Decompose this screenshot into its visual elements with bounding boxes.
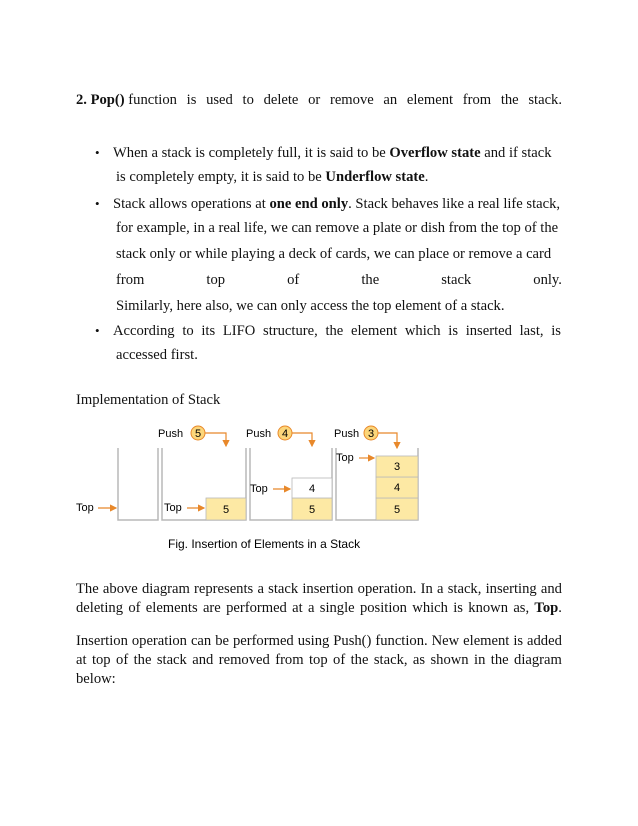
word: stack	[268, 581, 299, 597]
top-label-4: Top	[336, 452, 354, 464]
push-value-2: 4	[281, 428, 289, 440]
word: stack	[156, 652, 187, 668]
word: is	[453, 600, 463, 616]
push-label-2: Push	[246, 428, 272, 440]
bullet-1-line-2	[116, 169, 428, 186]
top-label-empty: Top	[76, 502, 94, 514]
bold-term: one end only	[269, 196, 349, 212]
bullet-2-line-2: for example, in a real life, we can remove a plate or dish from the top of the	[116, 220, 559, 236]
paragraph-1-line-1	[76, 580, 562, 599]
word: insertion	[302, 581, 354, 597]
text-part: When a stack is completely full, it is said to be	[113, 145, 390, 161]
bullet-2-line-3: stack only or while playing a deck of cards, we can place or remove a card	[116, 246, 552, 262]
text-part: .	[424, 169, 429, 185]
word: operation	[131, 633, 187, 649]
bullet-2-line-5: Similarly, here also, we can only access the top element of a stack.	[116, 298, 505, 314]
heading-word: to	[242, 92, 254, 108]
word: LIFO	[222, 323, 256, 339]
word: known	[468, 600, 509, 616]
heading-word: used	[206, 92, 233, 108]
paragraph-1-line-2	[76, 599, 562, 618]
word: stack	[441, 272, 472, 288]
bold-term: Top	[534, 600, 559, 616]
word: operation.	[357, 581, 417, 597]
word: above	[102, 581, 138, 597]
word: removed	[218, 652, 270, 668]
bullet-2-line-1	[113, 196, 560, 213]
word: added	[527, 633, 562, 649]
word: only.	[533, 272, 562, 288]
word: According	[113, 323, 175, 339]
word: stack,	[447, 581, 482, 597]
word: is	[448, 323, 458, 339]
word: the	[490, 652, 509, 668]
word: deleting	[76, 600, 124, 616]
stack-4-cell-2-value: 4	[393, 482, 401, 494]
word: Push()	[333, 633, 372, 649]
word: a	[437, 581, 444, 597]
heading-number: 2.	[76, 92, 91, 108]
word: is	[551, 323, 561, 339]
word: top	[206, 272, 226, 288]
bullet-2-line-4	[116, 272, 562, 289]
paragraph-2-line-3	[76, 670, 562, 689]
word: of	[287, 272, 300, 288]
stack-2-cell-1-value: 5	[222, 504, 230, 516]
word-bold-end	[534, 599, 561, 618]
paragraph-push	[76, 632, 562, 689]
paragraph-insertion	[76, 580, 562, 618]
word: in	[474, 652, 486, 668]
word: stack,	[373, 652, 408, 668]
push-arrow-1	[205, 433, 226, 446]
word: as,	[513, 600, 530, 616]
push-label-1: Push	[158, 428, 184, 440]
stack-4-cell-1-value: 5	[393, 504, 401, 516]
text-part: . Stack behaves like a real life stack,	[348, 196, 561, 212]
word: can	[190, 633, 212, 649]
heading-word: the	[500, 92, 519, 108]
heading-word: is	[186, 92, 197, 108]
stack-4-cell-3-value: 3	[393, 461, 401, 473]
diagram-caption: Fig. Insertion of Elements in a Stack	[168, 537, 361, 551]
stack-3-cell-2-value: 4	[308, 483, 316, 495]
word: The	[76, 581, 99, 597]
word: a	[308, 600, 315, 616]
heading-word: delete	[263, 92, 299, 108]
bold-term: Overflow state	[389, 145, 481, 161]
push-label-3: Push	[334, 428, 360, 440]
word: diagram	[142, 581, 190, 597]
word: which	[412, 600, 448, 616]
word: structure,	[263, 323, 318, 339]
word: Insertion	[76, 633, 128, 649]
word: at	[292, 600, 303, 616]
word: of	[128, 600, 141, 616]
text-part: Stack allows operations at	[113, 196, 270, 212]
heading-term: Pop()	[90, 92, 125, 108]
word: and	[192, 652, 214, 668]
word: performed	[226, 600, 287, 616]
word: are	[202, 600, 221, 616]
word: a	[257, 581, 264, 597]
word: from	[275, 652, 304, 668]
word: using	[297, 633, 330, 649]
word: position	[359, 600, 407, 616]
paragraph-2-line-2	[76, 651, 562, 670]
text-part: and if stack	[480, 145, 552, 161]
word: single	[319, 600, 355, 616]
text-part: is completely empty, it is said to be	[116, 169, 326, 185]
stack-3-cell-1-value: 5	[308, 504, 316, 516]
word: inserting	[485, 581, 537, 597]
word: from	[116, 272, 145, 288]
heading-word: stack.	[528, 92, 562, 108]
word: is	[513, 633, 524, 649]
word: elements	[145, 600, 198, 616]
heading-word: function	[124, 92, 177, 108]
heading-word: element	[406, 92, 454, 108]
heading-word: from	[462, 92, 492, 108]
bullet-dot-2: •	[95, 196, 100, 211]
bullet-dot-1: •	[95, 145, 100, 160]
word: to	[182, 323, 194, 339]
word: In	[420, 581, 433, 597]
bullet-dot-3: •	[95, 323, 100, 338]
heading-number-term	[76, 92, 177, 109]
word: shown	[430, 652, 469, 668]
punct: .	[558, 600, 562, 616]
word: the	[325, 323, 344, 339]
bold-term: Underflow state	[325, 169, 425, 185]
word: as	[412, 652, 426, 668]
push-arrow-2	[292, 433, 312, 446]
word: last,	[519, 323, 544, 339]
pop-heading-line	[76, 92, 562, 109]
word: below:	[76, 671, 116, 687]
heading-word: an	[383, 92, 398, 108]
stack-insertion-diagram	[70, 420, 430, 560]
word: diagram	[514, 652, 562, 668]
word: element	[463, 633, 510, 649]
paragraph-2-line-1	[76, 632, 562, 651]
bullet-3-line-1	[113, 323, 561, 340]
push-value-1: 5	[194, 428, 202, 440]
word: at	[76, 652, 87, 668]
heading-word: remove	[329, 92, 374, 108]
word: New	[431, 633, 460, 649]
word: the	[350, 652, 369, 668]
empty-stack-outline	[118, 448, 158, 520]
word: top	[308, 652, 328, 668]
word: top	[91, 652, 111, 668]
word: which	[404, 323, 441, 339]
word: and	[540, 581, 562, 597]
word: be	[215, 633, 229, 649]
push-value-3: 3	[367, 428, 375, 440]
word: inserted	[465, 323, 512, 339]
bullet-3-line-2: accessed first.	[116, 347, 198, 363]
top-label-3: Top	[250, 483, 268, 495]
word: the	[361, 272, 380, 288]
heading-word: or	[308, 92, 321, 108]
word: its	[201, 323, 216, 339]
section-title: Implementation of Stack	[76, 392, 221, 408]
word: performed	[232, 633, 294, 649]
word: function.	[375, 633, 428, 649]
word: of	[116, 652, 129, 668]
word: represents	[194, 581, 254, 597]
word: the	[133, 652, 152, 668]
word: element	[350, 323, 398, 339]
top-label-2: Top	[164, 502, 182, 514]
push-arrow-3	[378, 433, 397, 448]
word: of	[333, 652, 346, 668]
bullet-1-line-1	[113, 145, 552, 162]
